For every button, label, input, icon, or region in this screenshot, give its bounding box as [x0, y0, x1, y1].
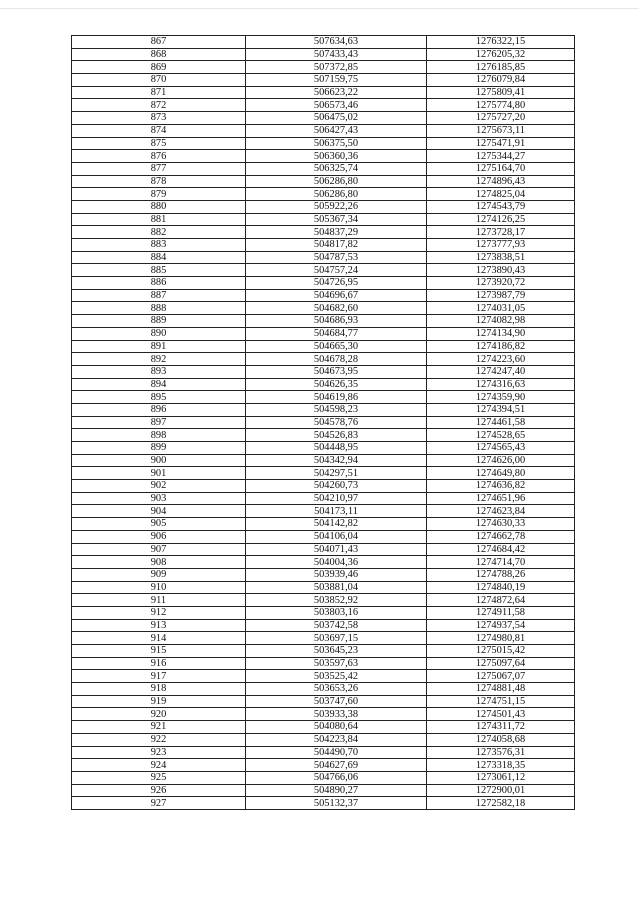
- point-number-cell: 904: [72, 505, 246, 518]
- table-row: [72, 200, 575, 213]
- x-coordinate-cell: 507433,43: [246, 48, 427, 61]
- x-coordinate-cell: 504665,30: [246, 340, 427, 353]
- point-number-cell: 919: [72, 695, 246, 708]
- y-coordinate-cell: 1275673,11: [427, 124, 575, 137]
- point-number-cell: 878: [72, 175, 246, 188]
- y-coordinate-cell: 1274684,42: [427, 543, 575, 556]
- y-coordinate-cell: 1276185,85: [427, 61, 575, 74]
- table-row: [72, 683, 575, 696]
- x-coordinate-cell: 504578,76: [246, 416, 427, 429]
- x-coordinate-cell: 504619,86: [246, 391, 427, 404]
- x-coordinate-cell: 506475,02: [246, 112, 427, 125]
- point-number-cell: 910: [72, 581, 246, 594]
- point-number-cell: 906: [72, 530, 246, 543]
- y-coordinate-cell: 1274840,19: [427, 581, 575, 594]
- table-row: [72, 518, 575, 531]
- table-row: [72, 99, 575, 112]
- table-row: [72, 505, 575, 518]
- y-coordinate-cell: 1274316,63: [427, 378, 575, 391]
- table-row: [72, 226, 575, 239]
- table-row: [72, 315, 575, 328]
- y-coordinate-cell: 1274881,48: [427, 683, 575, 696]
- point-number-cell: 876: [72, 150, 246, 163]
- y-coordinate-cell: 1275015,42: [427, 645, 575, 658]
- y-coordinate-cell: 1275471,91: [427, 137, 575, 150]
- x-coordinate-cell: 506573,46: [246, 99, 427, 112]
- table-row: [72, 264, 575, 277]
- point-number-cell: 917: [72, 670, 246, 683]
- y-coordinate-cell: 1274626,00: [427, 454, 575, 467]
- x-coordinate-cell: 505922,26: [246, 200, 427, 213]
- x-coordinate-cell: 504598,23: [246, 403, 427, 416]
- coordinates-table: [71, 35, 575, 810]
- coordinates-table-body: [72, 36, 575, 810]
- x-coordinate-cell: 504696,67: [246, 289, 427, 302]
- table-row: [72, 289, 575, 302]
- x-coordinate-cell: 504526,83: [246, 429, 427, 442]
- x-coordinate-cell: 504004,36: [246, 556, 427, 569]
- x-coordinate-cell: 503525,42: [246, 670, 427, 683]
- x-coordinate-cell: 504837,29: [246, 226, 427, 239]
- x-coordinate-cell: 506286,80: [246, 175, 427, 188]
- table-row: [72, 480, 575, 493]
- table-row: [72, 708, 575, 721]
- x-coordinate-cell: 504757,24: [246, 264, 427, 277]
- table-row: [72, 277, 575, 290]
- y-coordinate-cell: 1275809,41: [427, 86, 575, 99]
- point-number-cell: 893: [72, 365, 246, 378]
- y-coordinate-cell: 1274031,05: [427, 302, 575, 315]
- table-row: [72, 403, 575, 416]
- y-coordinate-cell: 1274311,72: [427, 721, 575, 734]
- y-coordinate-cell: 1276205,32: [427, 48, 575, 61]
- y-coordinate-cell: 1274501,43: [427, 708, 575, 721]
- point-number-cell: 925: [72, 771, 246, 784]
- point-number-cell: 884: [72, 251, 246, 264]
- point-number-cell: 924: [72, 759, 246, 772]
- table-row: [72, 632, 575, 645]
- table-row: [72, 645, 575, 658]
- y-coordinate-cell: 1274394,51: [427, 403, 575, 416]
- y-coordinate-cell: 1273576,31: [427, 746, 575, 759]
- y-coordinate-cell: 1273987,79: [427, 289, 575, 302]
- table-row: [72, 581, 575, 594]
- x-coordinate-cell: 503697,15: [246, 632, 427, 645]
- point-number-cell: 880: [72, 200, 246, 213]
- point-number-cell: 894: [72, 378, 246, 391]
- point-number-cell: 874: [72, 124, 246, 137]
- point-number-cell: 909: [72, 568, 246, 581]
- x-coordinate-cell: 505367,34: [246, 213, 427, 226]
- y-coordinate-cell: 1275067,07: [427, 670, 575, 683]
- y-coordinate-cell: 1275097,64: [427, 657, 575, 670]
- x-coordinate-cell: 504173,11: [246, 505, 427, 518]
- y-coordinate-cell: 1272900,01: [427, 784, 575, 797]
- x-coordinate-cell: 504106,04: [246, 530, 427, 543]
- point-number-cell: 901: [72, 467, 246, 480]
- point-number-cell: 877: [72, 162, 246, 175]
- table-row: [72, 188, 575, 201]
- table-row: [72, 784, 575, 797]
- y-coordinate-cell: 1274126,25: [427, 213, 575, 226]
- table-row: [72, 112, 575, 125]
- point-number-cell: 891: [72, 340, 246, 353]
- x-coordinate-cell: 506375,50: [246, 137, 427, 150]
- x-coordinate-cell: 504490,70: [246, 746, 427, 759]
- table-row: [72, 302, 575, 315]
- point-number-cell: 872: [72, 99, 246, 112]
- table-row: [72, 467, 575, 480]
- y-coordinate-cell: 1276079,84: [427, 74, 575, 87]
- table-row: [72, 239, 575, 252]
- table-row: [72, 162, 575, 175]
- x-coordinate-cell: 504260,73: [246, 480, 427, 493]
- y-coordinate-cell: 1274247,40: [427, 365, 575, 378]
- point-number-cell: 900: [72, 454, 246, 467]
- x-coordinate-cell: 504726,95: [246, 277, 427, 290]
- x-coordinate-cell: 504817,82: [246, 239, 427, 252]
- point-number-cell: 908: [72, 556, 246, 569]
- table-row: [72, 492, 575, 505]
- y-coordinate-cell: 1273777,93: [427, 239, 575, 252]
- x-coordinate-cell: 504080,64: [246, 721, 427, 734]
- table-row: [72, 606, 575, 619]
- y-coordinate-cell: 1275164,70: [427, 162, 575, 175]
- table-row: [72, 416, 575, 429]
- table-row: [72, 61, 575, 74]
- table-row: [72, 36, 575, 49]
- x-coordinate-cell: 504448,95: [246, 442, 427, 455]
- x-coordinate-cell: 504684,77: [246, 327, 427, 340]
- x-coordinate-cell: 507634,63: [246, 36, 427, 49]
- y-coordinate-cell: 1274911,58: [427, 606, 575, 619]
- x-coordinate-cell: 503881,04: [246, 581, 427, 594]
- point-number-cell: 869: [72, 61, 246, 74]
- table-row: [72, 721, 575, 734]
- x-coordinate-cell: 503747,60: [246, 695, 427, 708]
- y-coordinate-cell: 1274825,04: [427, 188, 575, 201]
- y-coordinate-cell: 1275774,80: [427, 99, 575, 112]
- x-coordinate-cell: 504626,35: [246, 378, 427, 391]
- y-coordinate-cell: 1273890,43: [427, 264, 575, 277]
- table-row: [72, 340, 575, 353]
- x-coordinate-cell: 504673,95: [246, 365, 427, 378]
- x-coordinate-cell: 503742,58: [246, 619, 427, 632]
- point-number-cell: 923: [72, 746, 246, 759]
- point-number-cell: 920: [72, 708, 246, 721]
- point-number-cell: 913: [72, 619, 246, 632]
- x-coordinate-cell: 504627,69: [246, 759, 427, 772]
- y-coordinate-cell: 1273318,35: [427, 759, 575, 772]
- y-coordinate-cell: 1274630,33: [427, 518, 575, 531]
- y-coordinate-cell: 1272582,18: [427, 797, 575, 810]
- x-coordinate-cell: 506623,22: [246, 86, 427, 99]
- x-coordinate-cell: 504686,93: [246, 315, 427, 328]
- x-coordinate-cell: 504223,84: [246, 733, 427, 746]
- point-number-cell: 895: [72, 391, 246, 404]
- y-coordinate-cell: 1274662,78: [427, 530, 575, 543]
- table-row: [72, 251, 575, 264]
- table-row: [72, 530, 575, 543]
- y-coordinate-cell: 1274082,98: [427, 315, 575, 328]
- table-row: [72, 365, 575, 378]
- point-number-cell: 873: [72, 112, 246, 125]
- point-number-cell: 922: [72, 733, 246, 746]
- x-coordinate-cell: 507372,85: [246, 61, 427, 74]
- table-row: [72, 695, 575, 708]
- x-coordinate-cell: 503645,23: [246, 645, 427, 658]
- table-row: [72, 74, 575, 87]
- table-row: [72, 657, 575, 670]
- y-coordinate-cell: 1274543,79: [427, 200, 575, 213]
- y-coordinate-cell: 1274751,15: [427, 695, 575, 708]
- table-row: [72, 150, 575, 163]
- x-coordinate-cell: 503653,26: [246, 683, 427, 696]
- point-number-cell: 875: [72, 137, 246, 150]
- x-coordinate-cell: 504682,60: [246, 302, 427, 315]
- point-number-cell: 914: [72, 632, 246, 645]
- x-coordinate-cell: 504766,06: [246, 771, 427, 784]
- table-row: [72, 568, 575, 581]
- x-coordinate-cell: 504142,82: [246, 518, 427, 531]
- y-coordinate-cell: 1274788,26: [427, 568, 575, 581]
- x-coordinate-cell: 504071,43: [246, 543, 427, 556]
- point-number-cell: 890: [72, 327, 246, 340]
- x-coordinate-cell: 504210,97: [246, 492, 427, 505]
- point-number-cell: 921: [72, 721, 246, 734]
- table-row: [72, 746, 575, 759]
- y-coordinate-cell: 1274359,90: [427, 391, 575, 404]
- point-number-cell: 881: [72, 213, 246, 226]
- point-number-cell: 899: [72, 442, 246, 455]
- point-number-cell: 918: [72, 683, 246, 696]
- x-coordinate-cell: 505132,37: [246, 797, 427, 810]
- point-number-cell: 885: [72, 264, 246, 277]
- y-coordinate-cell: 1274134,90: [427, 327, 575, 340]
- point-number-cell: 870: [72, 74, 246, 87]
- y-coordinate-cell: 1274223,60: [427, 353, 575, 366]
- table-row: [72, 442, 575, 455]
- table-row: [72, 543, 575, 556]
- point-number-cell: 903: [72, 492, 246, 505]
- x-coordinate-cell: 506325,74: [246, 162, 427, 175]
- x-coordinate-cell: 504890,27: [246, 784, 427, 797]
- x-coordinate-cell: 506286,80: [246, 188, 427, 201]
- point-number-cell: 888: [72, 302, 246, 315]
- y-coordinate-cell: 1274461,58: [427, 416, 575, 429]
- point-number-cell: 905: [72, 518, 246, 531]
- top-page-edge: [0, 8, 639, 9]
- x-coordinate-cell: 504342,94: [246, 454, 427, 467]
- x-coordinate-cell: 504297,51: [246, 467, 427, 480]
- table-row: [72, 327, 575, 340]
- table-row: [72, 124, 575, 137]
- x-coordinate-cell: 503939,46: [246, 568, 427, 581]
- y-coordinate-cell: 1273728,17: [427, 226, 575, 239]
- table-row: [72, 670, 575, 683]
- table-row: [72, 175, 575, 188]
- point-number-cell: 897: [72, 416, 246, 429]
- y-coordinate-cell: 1275727,20: [427, 112, 575, 125]
- point-number-cell: 902: [72, 480, 246, 493]
- point-number-cell: 871: [72, 86, 246, 99]
- point-number-cell: 927: [72, 797, 246, 810]
- y-coordinate-cell: 1274528,65: [427, 429, 575, 442]
- point-number-cell: 926: [72, 784, 246, 797]
- table-row: [72, 137, 575, 150]
- point-number-cell: 889: [72, 315, 246, 328]
- table-row: [72, 733, 575, 746]
- table-row: [72, 86, 575, 99]
- y-coordinate-cell: 1275344,27: [427, 150, 575, 163]
- y-coordinate-cell: 1274980,81: [427, 632, 575, 645]
- y-coordinate-cell: 1274636,82: [427, 480, 575, 493]
- point-number-cell: 868: [72, 48, 246, 61]
- x-coordinate-cell: 506427,43: [246, 124, 427, 137]
- y-coordinate-cell: 1274714,70: [427, 556, 575, 569]
- y-coordinate-cell: 1273838,51: [427, 251, 575, 264]
- y-coordinate-cell: 1274058,68: [427, 733, 575, 746]
- x-coordinate-cell: 504787,53: [246, 251, 427, 264]
- point-number-cell: 896: [72, 403, 246, 416]
- table-row: [72, 429, 575, 442]
- table-row: [72, 759, 575, 772]
- y-coordinate-cell: 1274623,84: [427, 505, 575, 518]
- table-row: [72, 213, 575, 226]
- point-number-cell: 907: [72, 543, 246, 556]
- y-coordinate-cell: 1274565,43: [427, 442, 575, 455]
- y-coordinate-cell: 1274651,96: [427, 492, 575, 505]
- table-row: [72, 619, 575, 632]
- x-coordinate-cell: 503803,16: [246, 606, 427, 619]
- y-coordinate-cell: 1274649,80: [427, 467, 575, 480]
- x-coordinate-cell: 507159,75: [246, 74, 427, 87]
- table-row: [72, 594, 575, 607]
- point-number-cell: 882: [72, 226, 246, 239]
- point-number-cell: 886: [72, 277, 246, 290]
- x-coordinate-cell: 503933,38: [246, 708, 427, 721]
- table-row: [72, 353, 575, 366]
- point-number-cell: 915: [72, 645, 246, 658]
- x-coordinate-cell: 506360,36: [246, 150, 427, 163]
- y-coordinate-cell: 1276322,15: [427, 36, 575, 49]
- y-coordinate-cell: 1274896,43: [427, 175, 575, 188]
- point-number-cell: 916: [72, 657, 246, 670]
- point-number-cell: 883: [72, 239, 246, 252]
- point-number-cell: 911: [72, 594, 246, 607]
- y-coordinate-cell: 1273920,72: [427, 277, 575, 290]
- y-coordinate-cell: 1274937,54: [427, 619, 575, 632]
- y-coordinate-cell: 1273061,12: [427, 771, 575, 784]
- table-row: [72, 771, 575, 784]
- point-number-cell: 867: [72, 36, 246, 49]
- x-coordinate-cell: 503597,63: [246, 657, 427, 670]
- point-number-cell: 892: [72, 353, 246, 366]
- table-row: [72, 378, 575, 391]
- x-coordinate-cell: 503852,92: [246, 594, 427, 607]
- point-number-cell: 912: [72, 606, 246, 619]
- point-number-cell: 898: [72, 429, 246, 442]
- y-coordinate-cell: 1274872,64: [427, 594, 575, 607]
- table-row: [72, 797, 575, 810]
- x-coordinate-cell: 504678,28: [246, 353, 427, 366]
- y-coordinate-cell: 1274186,82: [427, 340, 575, 353]
- point-number-cell: 887: [72, 289, 246, 302]
- table-row: [72, 48, 575, 61]
- table-row: [72, 454, 575, 467]
- table-row: [72, 556, 575, 569]
- table-row: [72, 391, 575, 404]
- point-number-cell: 879: [72, 188, 246, 201]
